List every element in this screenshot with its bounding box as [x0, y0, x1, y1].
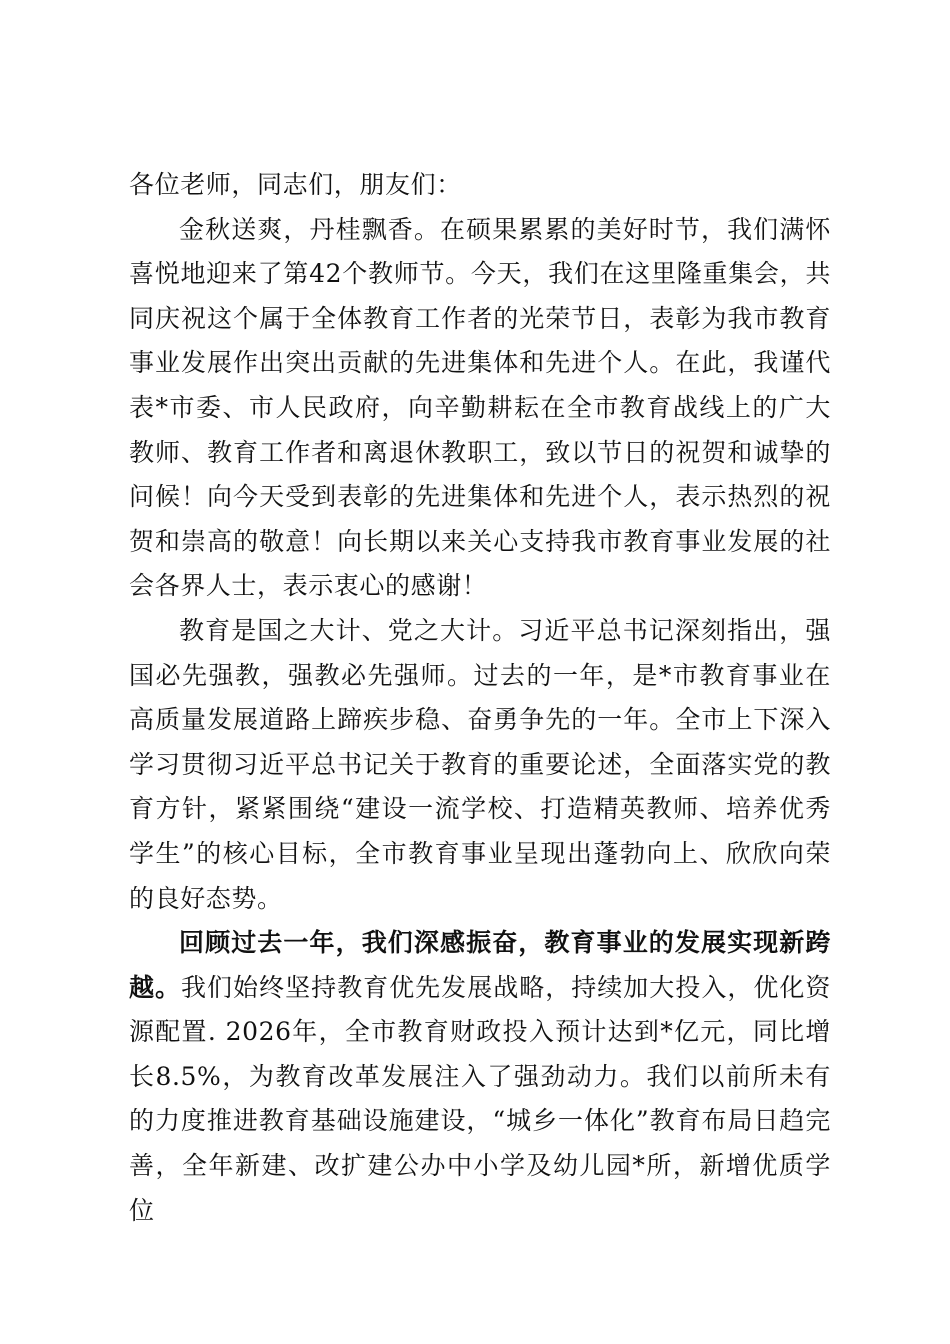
- paragraph-text: 我们始终坚持教育优先发展战略，持续加大投入，优化资源配置. 2026年，全市教育财政投入预计达到*亿元，同比增长8.5%，为教育改革发展注入了强劲动力。我们以前所未有的力度推进教育基础设施建设，“城乡一体化”教育布局日趋完善，全年新建、改扩建公办中小学及幼儿园*所，新增优质学位: [129, 972, 831, 1225]
- paragraph-text: 教育是国之大计、党之大计。习近平总书记深刻指出，强国必先强教，强教必先强师。过去的一年，是*市教育事业在高质量发展道路上蹄疾步稳、奋勇争先的一年。全市上下深入学习贯彻习近平总书记关于教育的重要论述，全面落实党的教育方针，紧紧围绕“建设一流学校、打造精英教师、培养优秀学生”的核心目标，全市教育事业呈现出蓬勃向上、欣欣向荣的良好态势。: [129, 615, 831, 913]
- speech-text: [129, 163, 831, 1233]
- paragraph-education-importance: [129, 609, 831, 921]
- paragraph-text: 金秋送爽，丹桂飘香。在硕果累累的美好时节，我们满怀喜悦地迎来了第42个教师节。今天，我们在这里隆重集会，共同庆祝这个属于全体教育工作者的光荣节日，表彰为我市教育事业发展作出突出贡献的先进集体和先进个人。在此，我谨代表*市委、市人民政府，向辛勤耕耘在全市教育战线上的广大教师、教育工作者和离退休教职工，致以节日的祝贺和诚挚的问候！向今天受到表彰的先进集体和先进个人，表示热烈的祝贺和崇高的敬意！向长期以来关心支持我市教育事业发展的社会各界人士，表示衷心的感谢！: [129, 214, 831, 601]
- salutation: 各位老师，同志们，朋友们：: [129, 170, 462, 199]
- paragraph-review: [129, 921, 831, 1233]
- paragraph-greeting: [129, 208, 831, 609]
- paragraph-lead-bold: 回顾过去一年，我们深感振奋，教育事业的发展实现新跨越。: [129, 928, 831, 1002]
